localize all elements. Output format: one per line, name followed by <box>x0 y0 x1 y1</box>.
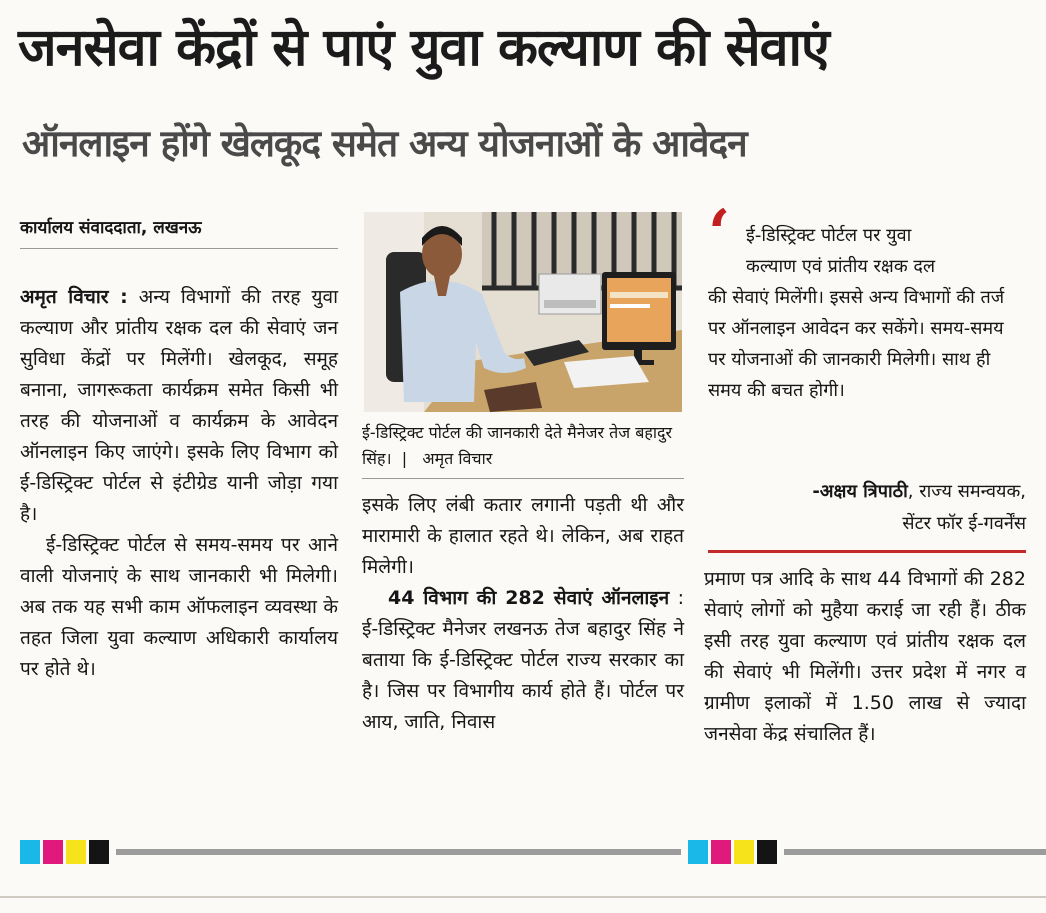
quote-author-org: सेंटर फॉर ई-गवर्नेंस <box>902 513 1026 534</box>
dateline: अमृत विचार : <box>20 286 128 308</box>
article-column-2 <box>362 490 684 738</box>
photo-illustration <box>364 212 682 412</box>
paragraph-5: प्रमाण पत्र आदि के साथ 44 विभागों की 282 सेवाएं लोगों को मुहैया कराई जा रही हैं। ठीक इसी तरह युवा कल्याण एवं प्रांतीय रक्षक दल की सेवाएं भी मिलेंगी। उत्तर प्रदेश में नगर व ग्रामीण इलाकों में 1.50 लाख से ज्यादा जनसेवा केंद्र संचालित हैं। <box>704 568 1026 745</box>
paragraph-4-text: : ई-डिस्ट्रिक्ट मैनेजर लखनऊ तेज बहादुर सिंह ने बताया कि ई-डिस्ट्रिक्ट पोर्टल राज्य सरकार का है। जिस पर विभागीय कार्य होते हैं। पोर्टल पर आय, जाति, निवास <box>362 587 684 733</box>
byline: कार्यालय संवाददाता, लखनऊ <box>20 214 338 249</box>
gray-rule-2 <box>784 849 1046 855</box>
bottom-edge <box>0 896 1046 898</box>
paragraph-4 <box>362 583 684 738</box>
headline: जनसेवा केंद्रों से पाएं युवा कल्याण की सेवाएं <box>18 18 829 78</box>
quote-line-1: ई-डिस्ट्रिक्ट पोर्टल पर युवा <box>746 225 912 246</box>
caption-spacer: | <box>396 449 418 468</box>
article-column-3 <box>704 564 1026 750</box>
quote-body: की सेवाएं मिलेंगी। इससे अन्य विभागों की तर्ज पर ऑनलाइन आवेदन कर सकेंगे। समय-समय पर योजनाओं की जानकारी मिलेगी। साथ ही समय की बचत होगी। <box>708 287 1005 401</box>
pull-quote <box>708 220 1026 406</box>
news-photo <box>364 212 682 412</box>
black-swatch-2 <box>757 840 777 864</box>
subheadline: ऑनलाइन होंगे खेलकूद समेत अन्य योजनाओं के आवेदन <box>22 122 747 165</box>
paragraph-1 <box>20 282 338 530</box>
yellow-swatch-2 <box>734 840 754 864</box>
cyan-swatch <box>20 840 40 864</box>
quote-author-role: , राज्य समन्वयक, <box>907 481 1026 502</box>
magenta-swatch-2 <box>711 840 731 864</box>
yellow-swatch <box>66 840 86 864</box>
quote-mark-icon: ‘ <box>708 196 731 271</box>
cyan-swatch-2 <box>688 840 708 864</box>
quote-divider <box>708 550 1026 553</box>
magenta-swatch <box>43 840 63 864</box>
paragraph-1-text: अन्य विभागों की तरह युवा कल्याण और प्रांतीय रक्षक दल की सेवाएं जन सुविधा केंद्रों पर मिलेंगी। खेलकूद, समूह बनाना, जागरूकता कार्यक्रम समेत किसी भी तरह की योजनाओं व कार्यक्रम के आवेदन ऑनलाइन किए जाएंगे। इसके लिए विभाग को ई-डिस्ट्रिक्ट पोर्टल से इंटीग्रेड यानी जोड़ा गया है। <box>20 286 338 525</box>
quote-attribution <box>708 476 1026 540</box>
photo-caption <box>362 420 684 479</box>
paragraph-3: इसके लिए लंबी कतार लगानी पड़ती थी और मारामारी के हालात रहते थे। लेकिन, अब राहत मिलेगी। <box>362 494 684 578</box>
article-column-1 <box>20 282 338 685</box>
caption-text: ई-डिस्ट्रिक्ट पोर्टल की जानकारी देते मैनेजर तेज बहादुर सिंह। <box>362 423 673 468</box>
print-registration-marks <box>0 840 1046 870</box>
black-swatch <box>89 840 109 864</box>
paragraph-2: ई-डिस्ट्रिक्ट पोर्टल से समय-समय पर आने वाली योजनाएं के साथ जानकारी भी मिलेगी। अब तक यह सभी काम ऑफलाइन व्यवस्था के तहत जिला युवा कल्याण अधिकारी कार्यालय पर होते थे। <box>20 534 338 680</box>
quote-author-name: -अक्षय त्रिपाठी <box>812 481 908 502</box>
quote-line-2: कल्याण एवं प्रांतीय रक्षक दल <box>746 256 936 277</box>
caption-credit: अमृत विचार <box>422 449 493 468</box>
gray-rule <box>116 849 681 855</box>
section-subhead: 44 विभाग की 282 सेवाएं ऑनलाइन <box>388 587 670 609</box>
